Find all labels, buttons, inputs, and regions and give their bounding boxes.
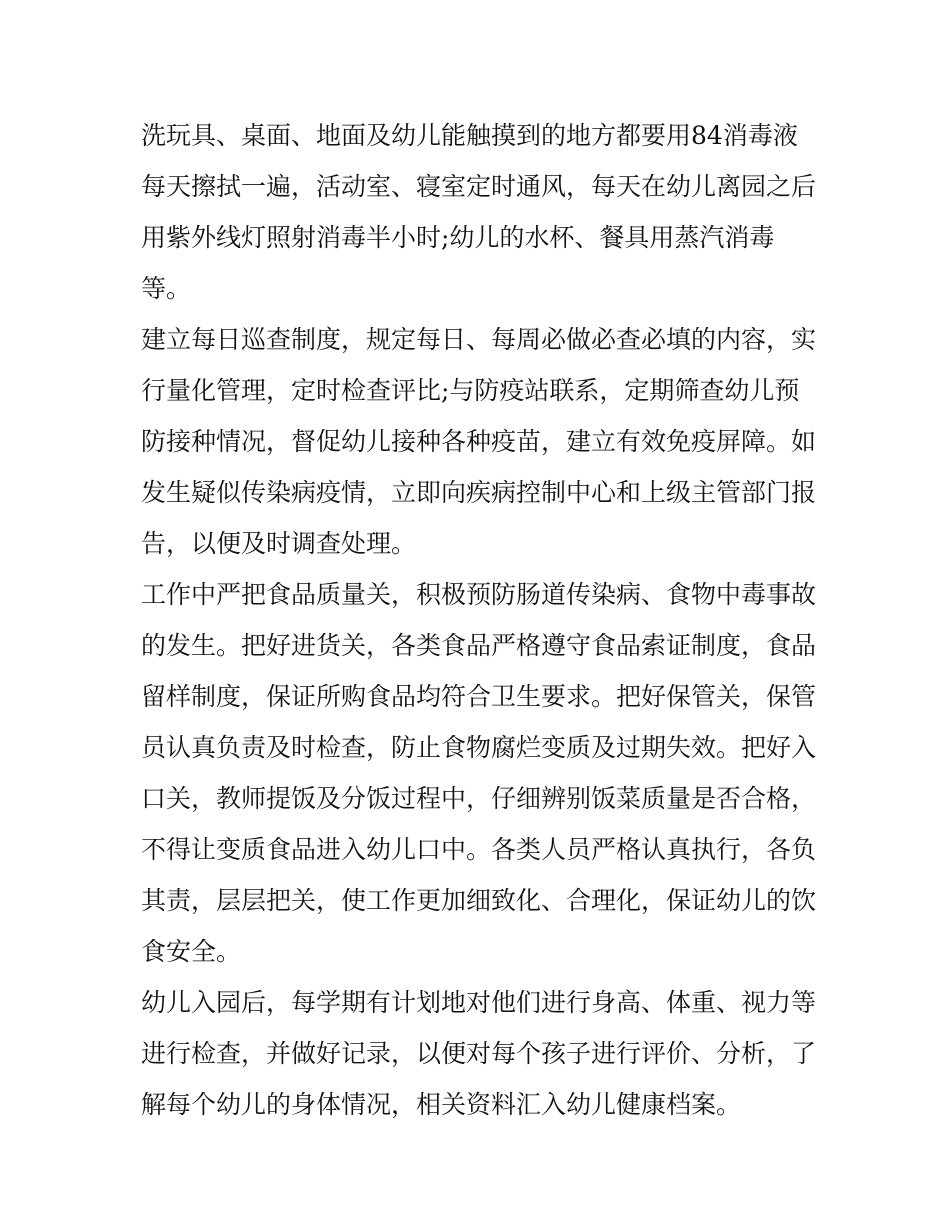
- paragraph-health-check: [141, 977, 821, 1130]
- text-line: 其责，层层把关，使工作更加细致化、合理化，保证幼儿的饮: [141, 886, 817, 915]
- text-line: 告，以便及时调查处理。: [141, 529, 417, 558]
- paragraph-disinfection: [141, 110, 821, 314]
- text-line: 发生疑似传染病疫情，立即向疾病控制中心和上级主管部门报: [141, 478, 817, 507]
- text-line: 工作中严把食品质量关，积极预防肠道传染病、食物中毒事故: [141, 580, 817, 609]
- text-line: 用紫外线灯照射消毒半小时;幼儿的水杯、餐具用蒸汽消毒: [141, 223, 775, 252]
- paragraph-inspection: [141, 314, 821, 569]
- text-line: 洗玩具、桌面、地面及幼儿能触摸到的地方都要用84消毒液: [141, 121, 798, 150]
- text-line: 解每个幼儿的身体情况，相关资料汇入幼儿健康档案。: [141, 1090, 742, 1119]
- text-line: 进行检查，并做好记录，以便对每个孩子进行评价、分析，了: [141, 1039, 817, 1068]
- document-body: [141, 110, 821, 1130]
- text-line: 防接种情况，督促幼儿接种各种疫苗，建立有效免疫屏障。如: [141, 427, 817, 456]
- text-line: 员认真负责及时检查，防止食物腐烂变质及过期失效。把好入: [141, 733, 817, 762]
- text-line: 口关，教师提饭及分饭过程中，仔细辨别饭菜质量是否合格，: [141, 784, 817, 813]
- text-line: 不得让变质食品进入幼儿口中。各类人员严格认真执行，各负: [141, 835, 817, 864]
- text-line: 的发生。把好进货关，各类食品严格遵守食品索证制度，食品: [141, 631, 817, 660]
- text-line: 留样制度，保证所购食品均符合卫生要求。把好保管关，保管: [141, 682, 817, 711]
- text-line: 每天擦拭一遍，活动室、寝室定时通风，每天在幼儿离园之后: [141, 172, 817, 201]
- text-line: 行量化管理，定时检查评比;与防疫站联系，定期筛查幼儿预: [141, 376, 800, 405]
- text-line: 幼儿入园后，每学期有计划地对他们进行身高、体重、视力等: [141, 988, 817, 1017]
- text-line: 等。: [141, 274, 192, 303]
- text-line: 食安全。: [141, 937, 242, 966]
- text-line: 建立每日巡查制度，规定每日、每周必做必查必填的内容，实: [141, 325, 817, 354]
- paragraph-food-safety: [141, 569, 821, 977]
